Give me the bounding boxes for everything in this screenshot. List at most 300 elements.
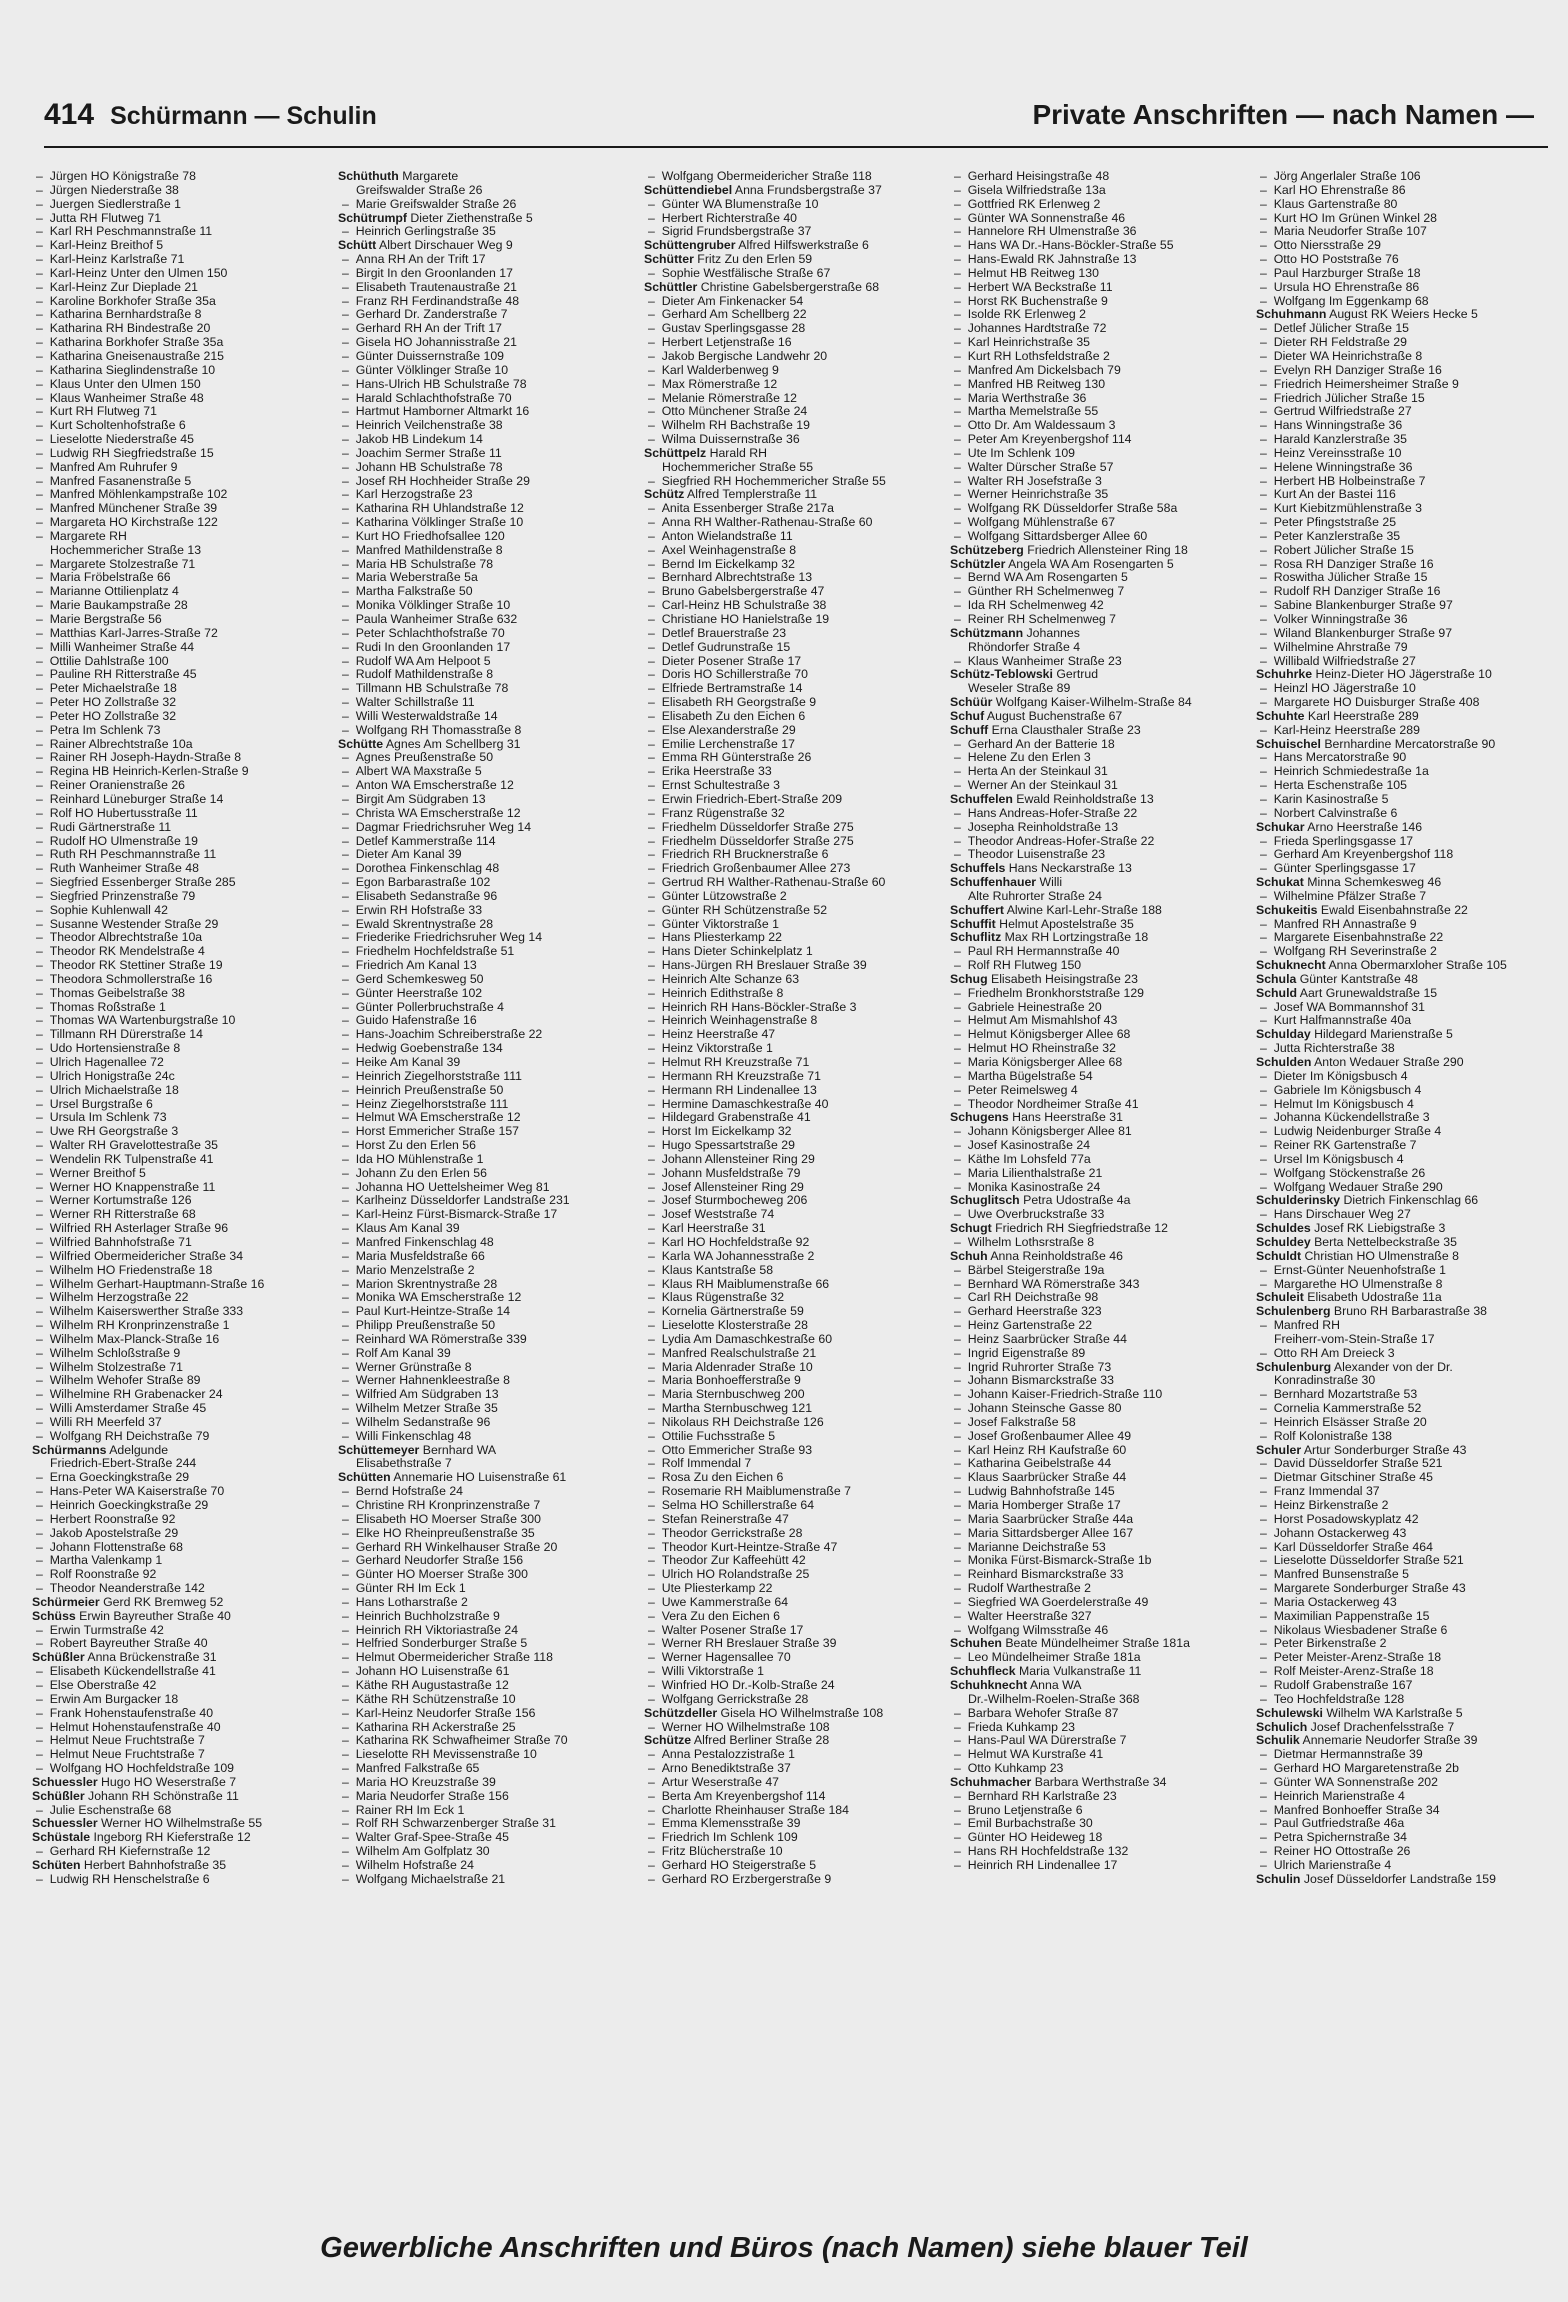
- listing-entry: – Susanne Westender Straße 29: [32, 918, 328, 932]
- listing-entry: – Anita Essenberger Straße 217a: [644, 502, 940, 516]
- entry-text: Hildegard Marienstraße 5: [1310, 1028, 1453, 1042]
- listing-entry: – Katharina Geibelstraße 44: [950, 1457, 1246, 1471]
- entry-text: Willi: [1036, 876, 1063, 890]
- listing-entry: – Peter Pfingststraße 25: [1256, 516, 1552, 530]
- listing-entry: – Nikolaus Wiesbadener Straße 6: [1256, 1624, 1552, 1638]
- listing-entry: – Wilfried Obermeidericher Straße 34: [32, 1250, 328, 1264]
- surname: Schüttler: [644, 280, 698, 294]
- listing-entry: – Herta Eschenstraße 105: [1256, 779, 1552, 793]
- listing-entry: – Gisela Wilfriedstraße 13a: [950, 184, 1246, 198]
- listing-entry: – Karl-Heinz Karlstraße 71: [32, 253, 328, 267]
- listing-entry: – Jakob Apostelstraße 29: [32, 1527, 328, 1541]
- listing-entry: – Hans WA Dr.-Hans-Böckler-Straße 55: [950, 239, 1246, 253]
- listing-entry: – Helmut Neue Fruchtstraße 7: [32, 1734, 328, 1748]
- surname-entry: [644, 488, 940, 502]
- entry-text: Agnes Am Schellberg 31: [383, 737, 521, 751]
- listing-entry: – Erwin Am Burgacker 18: [32, 1693, 328, 1707]
- entry-text: August RK Weiers Hecke 5: [1326, 308, 1478, 322]
- listing-entry: – Monika Fürst-Bismarck-Straße 1b: [950, 1554, 1246, 1568]
- listing-entry: – Margarete Stolzestraße 71: [32, 558, 328, 572]
- listing-entry: – Tillmann RH Dürerstraße 14: [32, 1028, 328, 1042]
- listing-entry: – Herbert WA Beckstraße 11: [950, 281, 1246, 295]
- listing-entry: – Günter Duissernstraße 109: [338, 350, 634, 364]
- surname: Schüttemeyer: [338, 1443, 420, 1457]
- listing-entry: – Detlef Brauerstraße 23: [644, 627, 940, 641]
- listing-entry: – Rolf Kolonistraße 138: [1256, 1430, 1552, 1444]
- surname: Schürmanns: [32, 1443, 107, 1457]
- surname: Schuessler: [32, 1775, 98, 1789]
- listing-entry: – Wolfgang Wedauer Straße 290: [1256, 1181, 1552, 1195]
- listing-entry: – Friedhelm Düsseldorfer Straße 275: [644, 821, 940, 835]
- listing-entry: – Günter Heerstraße 102: [338, 987, 634, 1001]
- listing-entry: – Willi Viktorstraße 1: [644, 1665, 940, 1679]
- listing-entry: – Josef Sturmbocheweg 206: [644, 1194, 940, 1208]
- entry-text: Johann RH Schönstraße 11: [84, 1789, 239, 1803]
- name-range: Schürmann — Schulin: [110, 102, 377, 130]
- listing-entry: – Dagmar Friedrichsruher Weg 14: [338, 821, 634, 835]
- listing-entry: – Maria Sternbuschweg 200: [644, 1388, 940, 1402]
- listing-entry: – Kurt An der Bastei 116: [1256, 488, 1552, 502]
- listing-entry: – Kurt Kiebitzmühlenstraße 3: [1256, 502, 1552, 516]
- listing-entry: – Christa WA Emscherstraße 12: [338, 807, 634, 821]
- listing-entry: – Johann HO Luisenstraße 61: [338, 1665, 634, 1679]
- listing-entry: – Reiner RH Schelmenweg 7: [950, 613, 1246, 627]
- continuation-line: Konradinstraße 30: [1274, 1374, 1376, 1388]
- listing-entry: – Elisabeth Trautenaustraße 21: [338, 281, 634, 295]
- listing-entry: – Karoline Borkhofer Straße 35a: [32, 295, 328, 309]
- listing-entry: – Melanie Römerstraße 12: [644, 392, 940, 406]
- listing-entry: – Josef Weststraße 74: [644, 1208, 940, 1222]
- listing-entry: – Heinrich RH Lindenallee 17: [950, 1859, 1246, 1873]
- listing-entry: – Maria Musfeldstraße 66: [338, 1250, 634, 1264]
- listing-entry: – Wolfgang RH Thomasstraße 8: [338, 724, 634, 738]
- listing-entry: – Heinz Heerstraße 47: [644, 1028, 940, 1042]
- listing-entry: – Ulrich Michaelstraße 18: [32, 1084, 328, 1098]
- listing-entry: – Martha Sternbuschweg 121: [644, 1402, 940, 1416]
- listing-entry: – Friedrich Großenbaumer Allee 273: [644, 862, 940, 876]
- listing-entry: – Heinrich Ziegelhorststraße 111: [338, 1070, 634, 1084]
- listing-entry: – Heinz Saarbrücker Straße 44: [950, 1333, 1246, 1347]
- listing-entry: – Nikolaus RH Deichstraße 126: [644, 1416, 940, 1430]
- listing-entry: – Heinrich Marienstraße 4: [1256, 1790, 1552, 1804]
- listing-entry: – Wilhelm RH Bachstraße 19: [644, 419, 940, 433]
- entry-text: Bernhardine Mercatorstraße 90: [1320, 737, 1496, 751]
- listing-entry: – Maria Aldenrader Straße 10: [644, 1361, 940, 1375]
- listing-entry: – Theodor Albrechtstraße 10a: [32, 931, 328, 945]
- listing-entry: – Kurt RH Lothsfeldstraße 2: [950, 350, 1246, 364]
- surname: Schüss: [32, 1609, 76, 1623]
- listing-entry: – Ludwig Neidenburger Straße 4: [1256, 1125, 1552, 1139]
- listing-entry: – Hans Lotharstraße 2: [338, 1596, 634, 1610]
- listing-entry: – Reinhard Lüneburger Straße 14: [32, 793, 328, 807]
- listing-entry: – Detlef Kammerstraße 114: [338, 835, 634, 849]
- listing-entry: – Gottfried RK Erlenweg 2: [950, 198, 1246, 212]
- entry-text: Herbert Bahnhofstraße 35: [80, 1858, 227, 1872]
- listing-entry: – Theodor Nordheimer Straße 41: [950, 1098, 1246, 1112]
- listing-entry: – Hermine Damaschkestraße 40: [644, 1098, 940, 1112]
- listing-entry: – Wolfgang Obermeidericher Straße 118: [644, 170, 940, 184]
- listing-entry: – Willi Amsterdamer Straße 45: [32, 1402, 328, 1416]
- listing-entry: – Karl Heinrichstraße 35: [950, 336, 1246, 350]
- listing-entry: – Helene Winningstraße 36: [1256, 461, 1552, 475]
- listing-entry: – Maximilian Pappenstraße 15: [1256, 1610, 1552, 1624]
- listing-entry: – Wolfgang Im Eggenkamp 68: [1256, 295, 1552, 309]
- entry-text: Hans Neckarstraße 13: [1005, 862, 1132, 876]
- listing-entry: – Maria Saarbrücker Straße 44a: [950, 1513, 1246, 1527]
- listing-entry: – Karl-Heinz Zur Dieplade 21: [32, 281, 328, 295]
- listing-entry: – Gerhard Heerstraße 323: [950, 1305, 1246, 1319]
- surname: Schützmann: [950, 626, 1024, 640]
- listing-entry: – Klaus Wanheimer Straße 23: [950, 655, 1246, 669]
- listing-entry: – Theodor Kurt-Heintze-Straße 47: [644, 1541, 940, 1555]
- surname-entry: [950, 1679, 1246, 1693]
- listing-entry: – Hildegard Grabenstraße 41: [644, 1111, 940, 1125]
- listing-entry: – Walter Graf-Spee-Straße 45: [338, 1831, 634, 1845]
- listing-entry: – Maria Werthstraße 36: [950, 392, 1246, 406]
- listing-entry: – Theodora Schmollerstraße 16: [32, 973, 328, 987]
- listing-entry: – Birgit In den Groonlanden 17: [338, 267, 634, 281]
- listing-entry: – Gabriele Im Königsbusch 4: [1256, 1084, 1552, 1098]
- entry-text: Anna Frundsbergstraße 37: [732, 183, 882, 197]
- listing-entry: – Axel Weinhagenstraße 8: [644, 544, 940, 558]
- surname-entry: [338, 239, 634, 253]
- listing-entry: – Hans-Peter WA Kaiserstraße 70: [32, 1485, 328, 1499]
- surname: Schütten: [338, 1471, 391, 1485]
- listing-entry: – Ruth Wanheimer Straße 48: [32, 862, 328, 876]
- listing-entry: – Günther RH Schelmenweg 7: [950, 585, 1246, 599]
- listing-entry: – Heinrich RH Hans-Böckler-Straße 3: [644, 1001, 940, 1015]
- listing-entry: – Hartmut Hamborner Altmarkt 16: [338, 405, 634, 419]
- listing-entry: – Josef Kasinostraße 24: [950, 1139, 1246, 1153]
- listing-entry: – Maria Königsberger Allee 68: [950, 1056, 1246, 1070]
- listing-entry: – Heinrich Weinhagenstraße 8: [644, 1014, 940, 1028]
- listing-entry: – Volker Winningstraße 36: [1256, 613, 1552, 627]
- listing-entry: – Bärbel Steigerstraße 19a: [950, 1264, 1246, 1278]
- listing-entry: – Hugo Spessartstraße 29: [644, 1139, 940, 1153]
- continuation-line: Elisabethstraße 7: [356, 1457, 452, 1471]
- entry-text: Harald RH: [706, 446, 767, 460]
- surname: Schuld: [1256, 986, 1297, 1000]
- listing-entry: – Gerhard RH An der Trift 17: [338, 322, 634, 336]
- listing-entry: – Sophie Westfälische Straße 67: [644, 267, 940, 281]
- listing-entry: – Wilhelm Am Golfplatz 30: [338, 1845, 634, 1859]
- listing-entry: – Marianne Deichstraße 53: [950, 1541, 1246, 1555]
- listing-entry: – Franz Immendal 37: [1256, 1485, 1552, 1499]
- surname-entry: [1256, 1222, 1552, 1236]
- listing-entry: – Elisabeth Zu den Eichen 6: [644, 710, 940, 724]
- entry-text: Annemarie Neudorfer Straße 39: [1299, 1734, 1478, 1748]
- entry-text: Dietrich Finkenschlag 66: [1340, 1194, 1479, 1208]
- listing-column-4: [946, 170, 1252, 2220]
- listing-entry: – Marianne Ottilienplatz 4: [32, 585, 328, 599]
- listing-entry: – Helmut HO Rheinstraße 32: [950, 1042, 1246, 1056]
- listing-entry: – Klaus Unter den Ulmen 150: [32, 378, 328, 392]
- listing-entry: – Rudolf WA Am Helpoot 5: [338, 655, 634, 669]
- listing-entry: – Manfred Mathildenstraße 8: [338, 544, 634, 558]
- listing-entry: – Bruno Letjenstraße 6: [950, 1804, 1246, 1818]
- listing-entry: – Siegfried RH Hochemmericher Straße 55: [644, 475, 940, 489]
- listing-entry: – Anton WA Emscherstraße 12: [338, 779, 634, 793]
- surname: Schukeitis: [1256, 903, 1318, 917]
- listing-entry: – Paul Harzburger Straße 18: [1256, 267, 1552, 281]
- listing-entry: – Erna Goeckingkstraße 29: [32, 1471, 328, 1485]
- listing-entry: – Günter WA Sonnenstraße 46: [950, 212, 1246, 226]
- entry-text: Bruno RH Barbarastraße 38: [1330, 1305, 1487, 1319]
- continuation-line: Hochemmericher Straße 55: [662, 460, 814, 474]
- surname-entry: [1256, 710, 1552, 724]
- listing-entry: – Josef RH Hochheider Straße 29: [338, 475, 634, 489]
- listing-entry: – Wolfgang RH Deichstraße 79: [32, 1430, 328, 1444]
- entry-text: Christian HO Ulmenstraße 8: [1301, 1249, 1459, 1263]
- listing-entry: – Werner HO Knappenstraße 11: [32, 1181, 328, 1195]
- listing-entry: – Ute Im Schlenk 109: [950, 447, 1246, 461]
- listing-entry: – Erwin RH Hofstraße 33: [338, 904, 634, 918]
- listing-entry: – Ursula Im Schlenk 73: [32, 1111, 328, 1125]
- listing-entry: – Elisabeth HO Moerser Straße 300: [338, 1513, 634, 1527]
- listing-entry: – Klaus Rügenstraße 32: [644, 1291, 940, 1305]
- listing-entry: – Werner RH Ritterstraße 68: [32, 1208, 328, 1222]
- listing-entry: – Heinz Ziegelhorststraße 111: [338, 1098, 634, 1112]
- listing-entry: – Gerhard An der Batterie 18: [950, 738, 1246, 752]
- surname: Schuffelen: [950, 792, 1013, 806]
- listing-entry: – Theodor Luisenstraße 23: [950, 848, 1246, 862]
- listing-entry: – Heinrich Alte Schanze 63: [644, 973, 940, 987]
- listing-entry: – Dorothea Finkenschlag 48: [338, 862, 634, 876]
- listing-entry: – Johanna HO Uettelsheimer Weg 81: [338, 1181, 634, 1195]
- listing-entry: – Manfred Bonhoeffer Straße 34: [1256, 1804, 1552, 1818]
- surname: Schuhen: [950, 1637, 1002, 1651]
- entry-text: Adelgunde: [106, 1443, 169, 1457]
- listing-entry: – Friedrich Jülicher Straße 15: [1256, 392, 1552, 406]
- listing-entry: – Walter Posener Straße 17: [644, 1624, 940, 1638]
- listing-entry: – Katharina Völklinger Straße 10: [338, 516, 634, 530]
- surname-entry: [32, 1444, 328, 1458]
- surname-entry: [950, 668, 1246, 682]
- listing-entry: – Leo Mündelheimer Straße 181a: [950, 1651, 1246, 1665]
- listing-entry: – Hans Dieter Schinkelplatz 1: [644, 945, 940, 959]
- listing-entry: – Herbert Letjenstraße 16: [644, 336, 940, 350]
- listing-entry: – Ursel Burgstraße 6: [32, 1098, 328, 1112]
- surname-entry: [1256, 904, 1552, 918]
- listing-entry: – Karl Heinz RH Kaufstraße 60: [950, 1444, 1246, 1458]
- surname: Schüttendiebel: [644, 183, 733, 197]
- listing-entry: – Wilhelmine Ahrstraße 79: [1256, 641, 1552, 655]
- listing-entry: – Bernd WA Am Rosengarten 5: [950, 571, 1246, 585]
- listing-entry: – Bernd Im Eickelkamp 32: [644, 558, 940, 572]
- listing-entry: – Rainer RH Im Eck 1: [338, 1804, 634, 1818]
- listing-entry: – Hans-Joachim Schreiberstraße 22: [338, 1028, 634, 1042]
- listing-entry: – Gabriele Heinestraße 20: [950, 1001, 1246, 1015]
- surname-entry: [644, 253, 940, 267]
- listing-entry: – Jakob HB Lindekum 14: [338, 433, 634, 447]
- continuation-line: Dr.-Wilhelm-Roelen-Straße 368: [968, 1692, 1140, 1706]
- listing-entry: – Lieselotte Niederstraße 45: [32, 433, 328, 447]
- surname: Schugens: [950, 1111, 1009, 1125]
- listing-entry: – Arno Benediktstraße 37: [644, 1762, 940, 1776]
- surname: Schulin: [1256, 1872, 1301, 1886]
- listing-entry: – Margarete Eisenbahnstraße 22: [1256, 931, 1552, 945]
- entry-text: Anna Reinholdstraße 46: [987, 1249, 1123, 1263]
- listing-entry: – Wilhelm Stolzestraße 71: [32, 1361, 328, 1375]
- listing-entry: – Otto Emmericher Straße 93: [644, 1444, 940, 1458]
- listing-entry: – Ingrid Ruhrorter Straße 73: [950, 1361, 1246, 1375]
- listing-entry: – Anna RH Walther-Rathenau-Straße 60: [644, 516, 940, 530]
- surname: Schuffels: [950, 862, 1006, 876]
- listing-entry: – Else Oberstraße 42: [32, 1679, 328, 1693]
- listing-entry: – Johann Bismarckstraße 33: [950, 1374, 1246, 1388]
- surname: Schuglitsch: [950, 1194, 1020, 1208]
- listing-entry: – Herbert Roonstraße 92: [32, 1513, 328, 1527]
- listing-entry: – Albert WA Maxstraße 5: [338, 765, 634, 779]
- entry-text: Bernhard WA: [419, 1443, 497, 1457]
- listing-entry: – Hans Mercatorstraße 90: [1256, 751, 1552, 765]
- listing-entry: – Petra Spichernstraße 34: [1256, 1831, 1552, 1845]
- listing-entry: – Walter Heerstraße 327: [950, 1610, 1246, 1624]
- listing-entry: – Jörg Angerlaler Straße 106: [1256, 170, 1552, 184]
- surname-entry: [32, 1651, 328, 1665]
- listing-entry: – Klaus Saarbrücker Straße 44: [950, 1471, 1246, 1485]
- listing-column-3: [640, 170, 946, 2220]
- entry-text: Hans Heerstraße 31: [1008, 1111, 1123, 1125]
- listing-entry: – Manfred Falkstraße 65: [338, 1762, 634, 1776]
- listing-entry: – Manfred Münchener Straße 39: [32, 502, 328, 516]
- listing-column-5: [1252, 170, 1558, 2220]
- listing-entry: – Teo Hochfeldstraße 128: [1256, 1693, 1552, 1707]
- entry-text: Elisabeth Udostraße 11a: [1303, 1291, 1442, 1305]
- listing-entry: – Joachim Sermer Straße 11: [338, 447, 634, 461]
- entry-text: Gertrud: [1052, 668, 1099, 682]
- listing-entry: – Elisabeth Kückendellstraße 41: [32, 1665, 328, 1679]
- entry-text: Minna Schemkesweg 46: [1303, 876, 1442, 890]
- listing-entry: – Ursel Im Königsbusch 4: [1256, 1153, 1552, 1167]
- entry-text: Wilhelm WA Karlstraße 5: [1322, 1706, 1463, 1720]
- entry-text: Christine Gabelsbergerstraße 68: [697, 280, 880, 294]
- surname-entry: [950, 918, 1246, 932]
- listing-entry: – Theodor Neanderstraße 142: [32, 1582, 328, 1596]
- listing-entry: – Harald Kanzlerstraße 35: [1256, 433, 1552, 447]
- surname-entry: [1256, 1361, 1552, 1375]
- footer-note: Gewerbliche Anschriften und Büros (nach Namen) siehe blauer Teil: [320, 2232, 1248, 2264]
- surname: Schüstale: [32, 1831, 91, 1845]
- listing-entry: – Helmut WA Emscherstraße 12: [338, 1111, 634, 1125]
- listing-entry: – Peter Am Kreyenbergshof 114: [950, 433, 1246, 447]
- listing-entry: – Jürgen HO Königstraße 78: [32, 170, 328, 184]
- listing-entry: – Isolde RK Erlenweg 2: [950, 308, 1246, 322]
- listing-entry: – Franz Rügenstraße 32: [644, 807, 940, 821]
- listing-entry: – Werner Heinrichstraße 35: [950, 488, 1246, 502]
- listing-entry: – Hans Pliesterkamp 22: [644, 931, 940, 945]
- entry-text: Werner HO Wilhelmstraße 55: [97, 1817, 263, 1831]
- listing-entry: – Manfred Bunsenstraße 5: [1256, 1568, 1552, 1582]
- listing-entry: – Willi Finkenschlag 48: [338, 1430, 634, 1444]
- surname: Schula: [1256, 972, 1297, 986]
- surname-entry: [32, 1596, 328, 1610]
- surname: Schütz: [644, 488, 685, 502]
- surname-entry: [950, 710, 1246, 724]
- listing-entry: – Manfred Finkenschlag 48: [338, 1236, 634, 1250]
- listing-entry: – Käthe RH Schützenstraße 10: [338, 1693, 634, 1707]
- listing-entry: – Paul RH Hermannstraße 40: [950, 945, 1246, 959]
- listing-entry: – Ottilie Dahlstraße 100: [32, 655, 328, 669]
- listing-entry: – Ludwig Bahnhofstraße 145: [950, 1485, 1246, 1499]
- surname-entry: [950, 793, 1246, 807]
- listing-entry: – Heinrich RH Viktoriastraße 24: [338, 1624, 634, 1638]
- surname-entry: [950, 1194, 1246, 1208]
- listing-entry: – Werner Kortumstraße 126: [32, 1194, 328, 1208]
- listing-entry: – Heinzl HO Jägerstraße 10: [1256, 682, 1552, 696]
- surname-entry: [950, 1222, 1246, 1236]
- surname: Schüthuth: [338, 170, 399, 183]
- listing-entry: – Karin Kasinostraße 5: [1256, 793, 1552, 807]
- listing-entry: – Julie Eschenstraße 68: [32, 1804, 328, 1818]
- listing-entry: – Maria Homberger Straße 17: [950, 1499, 1246, 1513]
- listing-entry: – Hans Winningstraße 36: [1256, 419, 1552, 433]
- entry-text: August Buchenstraße 67: [984, 709, 1123, 723]
- surname: Schulenburg: [1256, 1360, 1332, 1374]
- listing-entry: – Margarete Sonderburger Straße 43: [1256, 1582, 1552, 1596]
- surname-entry: [950, 862, 1246, 876]
- listing-entry: – Wilfried Bahnhofstraße 71: [32, 1236, 328, 1250]
- listing-entry: – Rudi Gärtnerstraße 11: [32, 821, 328, 835]
- entry-text: Margarete: [398, 170, 459, 183]
- listing-entry: – Wilma Duissernstraße 36: [644, 433, 940, 447]
- listing-entry: – Rudolf Mathildenstraße 8: [338, 668, 634, 682]
- listing-entry: – Bruno Gabelsbergerstraße 47: [644, 585, 940, 599]
- entry-text: Josef Drachenfelsstraße 7: [1307, 1720, 1455, 1734]
- listing-entry: – Josef Allensteiner Ring 29: [644, 1181, 940, 1195]
- surname: Schützdeller: [644, 1706, 718, 1720]
- listing-entry: – Wilhelmine Pfälzer Straße 7: [1256, 890, 1552, 904]
- listing-entry: – Peter Kanzlerstraße 35: [1256, 530, 1552, 544]
- surname: Schulich: [1256, 1720, 1308, 1734]
- listing-entry: – Wilhelm Wehofer Straße 89: [32, 1374, 328, 1388]
- surname: Schukat: [1256, 876, 1304, 890]
- surname: Schütte: [338, 737, 384, 751]
- listing-entry: – Agnes Preußenstraße 50: [338, 751, 634, 765]
- listing-entry: – Lydia Am Damaschkestraße 60: [644, 1333, 940, 1347]
- listing-entry: – Maria Ostackerweg 43: [1256, 1596, 1552, 1610]
- listing-entry: – Klaus Kantstraße 58: [644, 1264, 940, 1278]
- surname: Schütrumpf: [338, 211, 407, 225]
- listing-entry: – Ottilie Fuchsstraße 5: [644, 1430, 940, 1444]
- listing-entry: – Rosemarie RH Maiblumenstraße 7: [644, 1485, 940, 1499]
- listing-entry: – Theodor Gerrickstraße 28: [644, 1527, 940, 1541]
- listing-entry: – Werner Hagensallee 70: [644, 1651, 940, 1665]
- listing-entry: – Ingrid Eigenstraße 89: [950, 1347, 1246, 1361]
- listing-entry: – Heinz Vereinsstraße 10: [1256, 447, 1552, 461]
- entry-text: Hugo HO Weserstraße 7: [97, 1775, 237, 1789]
- surname-entry: [1256, 1721, 1552, 1735]
- listing-entry: – Berta Am Kreyenbergshof 114: [644, 1790, 940, 1804]
- listing-entry: – Theodor Andreas-Hofer-Straße 22: [950, 835, 1246, 849]
- listing-entry: – Horst Im Eickelkamp 32: [644, 1125, 940, 1139]
- listing-entry: – Martha Falkstraße 50: [338, 585, 634, 599]
- listing-entry: – Ulrich Hagenallee 72: [32, 1056, 328, 1070]
- surname: Schuldt: [1256, 1249, 1302, 1263]
- listing-entry: – Günter WA Blumenstraße 10: [644, 198, 940, 212]
- surname-entry: [1256, 1028, 1552, 1042]
- listing-entry: – Gerhard RO Erzbergerstraße 9: [644, 1873, 940, 1887]
- listing-entry: – Siegfried WA Goerdelerstraße 49: [950, 1596, 1246, 1610]
- surname-entry: [644, 239, 940, 253]
- listing-entry: – Günter RH Schützenstraße 52: [644, 904, 940, 918]
- surname-entry: [1256, 1236, 1552, 1250]
- listing-entry: – Paula Wanheimer Straße 632: [338, 613, 634, 627]
- listing-entry: – Johann HB Schulstraße 78: [338, 461, 634, 475]
- listing-entry: – Bernhard RH Karlstraße 23: [950, 1790, 1246, 1804]
- listing-entry: – Rolf RH Schwarzenberger Straße 31: [338, 1817, 634, 1831]
- listing-entry: – Wilhelm Sedanstraße 96: [338, 1416, 634, 1430]
